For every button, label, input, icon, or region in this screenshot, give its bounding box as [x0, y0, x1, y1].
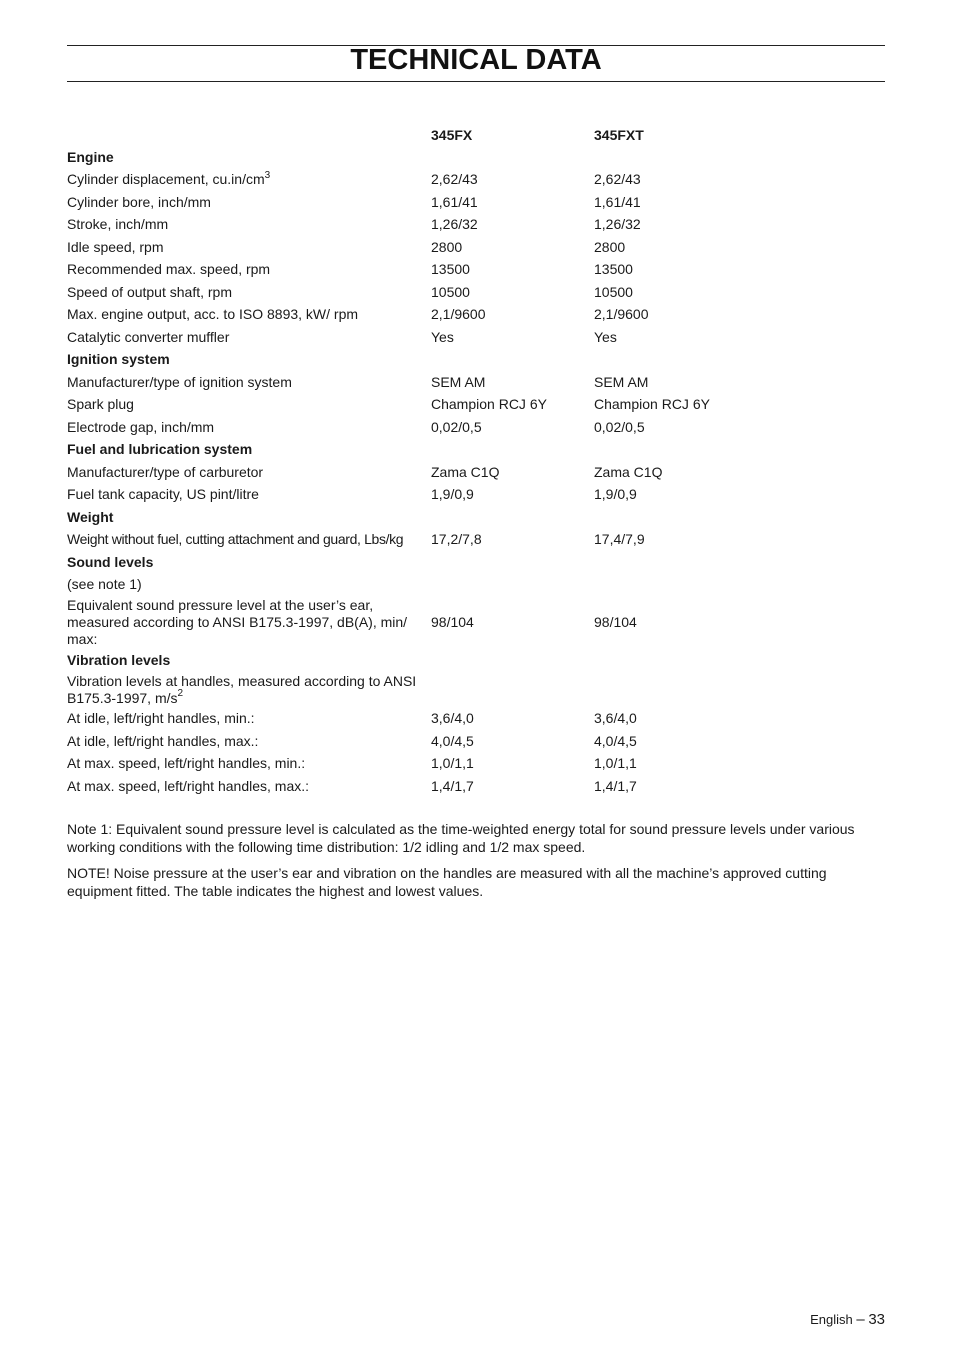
table-row: [67, 484, 885, 507]
section-fuel-lubrication: [67, 439, 885, 462]
value-345fxt: SEM AM: [594, 373, 649, 390]
value-345fx: 13500: [431, 261, 470, 278]
value-345fxt: 1,9/0,9: [594, 486, 637, 503]
section-engine: [67, 146, 885, 169]
spec-label: Spark plug: [67, 396, 134, 413]
value-345fxt: Champion RCJ 6Y: [594, 396, 710, 413]
spec-label: Recommended max. speed, rpm: [67, 261, 271, 278]
value-345fx: 2,1/9600: [431, 306, 486, 323]
table-row: [67, 529, 885, 552]
table-row: [67, 394, 885, 417]
spec-label: At max. speed, left/right handles, min.:: [67, 755, 306, 772]
section-label: Engine: [67, 148, 114, 165]
spec-label: At idle, left/right handles, min.:: [67, 710, 255, 727]
table-row: [67, 416, 885, 439]
value-345fxt: 98/104: [594, 614, 637, 630]
value-345fxt: 17,4/7,9: [594, 531, 645, 548]
section-label: Ignition system: [67, 351, 170, 368]
value-345fx: 2800: [431, 238, 463, 255]
value-345fx: SEM AM: [431, 373, 486, 390]
value-345fx: Zama C1Q: [431, 463, 500, 480]
value-345fx: 1,9/0,9: [431, 486, 474, 503]
table-row: [67, 730, 885, 753]
section-label: Sound levels: [67, 553, 154, 570]
table-row: [67, 169, 885, 192]
value-345fxt: 3,6/4,0: [594, 710, 637, 727]
spec-label: Electrode gap, inch/mm: [67, 418, 215, 435]
value-345fx: 1,26/32: [431, 216, 478, 233]
spec-label: Manufacturer/type of carburetor: [67, 463, 264, 480]
superscript: 3: [264, 169, 271, 181]
value-345fx: Champion RCJ 6Y: [431, 396, 547, 413]
section-label: Vibration levels: [67, 651, 171, 668]
spec-label: Max. engine output, acc. to ISO 8893, kW/ rpm: [67, 306, 359, 323]
value-345fx: 3,6/4,0: [431, 710, 474, 727]
footer-language: English: [810, 1312, 853, 1327]
table-row: [67, 191, 885, 214]
table-row: [67, 371, 885, 394]
spec-label: Vibration levels at handles, measured according to ANSI B175.3-1997, $m/s^2$: [67, 672, 417, 706]
technical-data-table: [67, 124, 885, 798]
value-345fxt: 0,02/0,5: [594, 418, 645, 435]
spec-label: Weight without fuel, cutting attachment and guard, Lbs/kg: [67, 531, 404, 548]
value-345fxt: 10500: [594, 283, 633, 300]
value-345fx: 0,02/0,5: [431, 418, 482, 435]
value-345fxt: 13500: [594, 261, 633, 278]
table-row: [67, 259, 885, 282]
value-345fxt: 1,61/41: [594, 193, 641, 210]
header-345fxt: 345FXT: [594, 126, 644, 143]
spec-label: Catalytic converter muffler: [67, 328, 230, 345]
value-345fxt: 1,26/32: [594, 216, 641, 233]
page-number: 33: [868, 1311, 885, 1328]
footer-separator: –: [856, 1311, 865, 1328]
table-row: [67, 596, 885, 649]
spec-label: Equivalent sound pressure level at the user’s ear, measured according to ANSI B175.3-1997, dB(A), min/ max:: [67, 597, 408, 647]
value-345fx: Yes: [431, 328, 454, 345]
value-345fxt: Zama C1Q: [594, 463, 663, 480]
table-row: [67, 708, 885, 731]
note-1: Note 1: Equivalent sound pressure level is calculated as the time-weighted energy total for sound pressure levels under various working conditions with the following time distribution: 1/2 idling and 1/2 max speed.: [67, 821, 855, 855]
value-345fxt: 1,0/1,1: [594, 755, 637, 772]
section-weight: [67, 506, 885, 529]
superscript: 2: [177, 687, 184, 699]
page-title: TECHNICAL DATA: [350, 44, 602, 76]
table-row: [67, 461, 885, 484]
table-row: [67, 214, 885, 237]
table-row: [67, 753, 885, 776]
value-345fxt: 1,4/1,7: [594, 777, 637, 794]
value-345fx: 98/104: [431, 614, 474, 630]
section-label: Weight: [67, 508, 114, 525]
table-row: [67, 236, 885, 259]
section-vibration-levels: [67, 649, 885, 672]
spec-label: Fuel tank capacity, US pint/litre: [67, 486, 259, 503]
page-footer: [810, 1311, 885, 1328]
table-row: [67, 775, 885, 798]
spec-label: Stroke, inch/mm: [67, 216, 169, 233]
notes: [67, 821, 885, 909]
table-row: [67, 672, 885, 708]
value-345fxt: 2,62/43: [594, 171, 641, 188]
spec-label: At max. speed, left/right handles, max.:: [67, 777, 310, 794]
spec-label: Cylinder displacement, $cu.in/cm^3$: [67, 169, 271, 188]
table-header-row: [67, 124, 885, 146]
title-bottom-rule: [67, 81, 885, 82]
value-345fx: 1,61/41: [431, 193, 478, 210]
value-345fx: 10500: [431, 283, 470, 300]
value-345fx: 2,62/43: [431, 171, 478, 188]
value-345fxt: 2800: [594, 238, 626, 255]
value-345fx: 17,2/7,8: [431, 531, 482, 548]
spec-label: Speed of output shaft, rpm: [67, 283, 232, 300]
note-2: NOTE! Noise pressure at the user’s ear and vibration on the handles are measured with all the machine’s approved cutting equipment fitted. The table indicates the highest and lowest values.: [67, 865, 827, 899]
header-345fx: 345FX: [431, 126, 473, 143]
spec-label: At idle, left/right handles, max.:: [67, 732, 259, 749]
value-345fx: 1,0/1,1: [431, 755, 474, 772]
table-row: [67, 326, 885, 349]
value-345fx: 4,0/4,5: [431, 732, 474, 749]
section-sound-levels: [67, 551, 885, 574]
spec-label: Manufacturer/type of ignition system: [67, 373, 292, 390]
table-row: [67, 574, 885, 597]
value-345fxt: 2,1/9600: [594, 306, 649, 323]
section-ignition-system: [67, 349, 885, 372]
spec-label: Idle speed, rpm: [67, 238, 164, 255]
spec-label: Cylinder bore, inch/mm: [67, 193, 211, 210]
value-345fx: 1,4/1,7: [431, 777, 474, 794]
table-row: [67, 304, 885, 327]
value-345fxt: Yes: [594, 328, 617, 345]
value-345fxt: 4,0/4,5: [594, 732, 637, 749]
table-row: [67, 281, 885, 304]
spec-label: (see note 1): [67, 576, 142, 593]
section-label: Fuel and lubrication system: [67, 441, 253, 458]
